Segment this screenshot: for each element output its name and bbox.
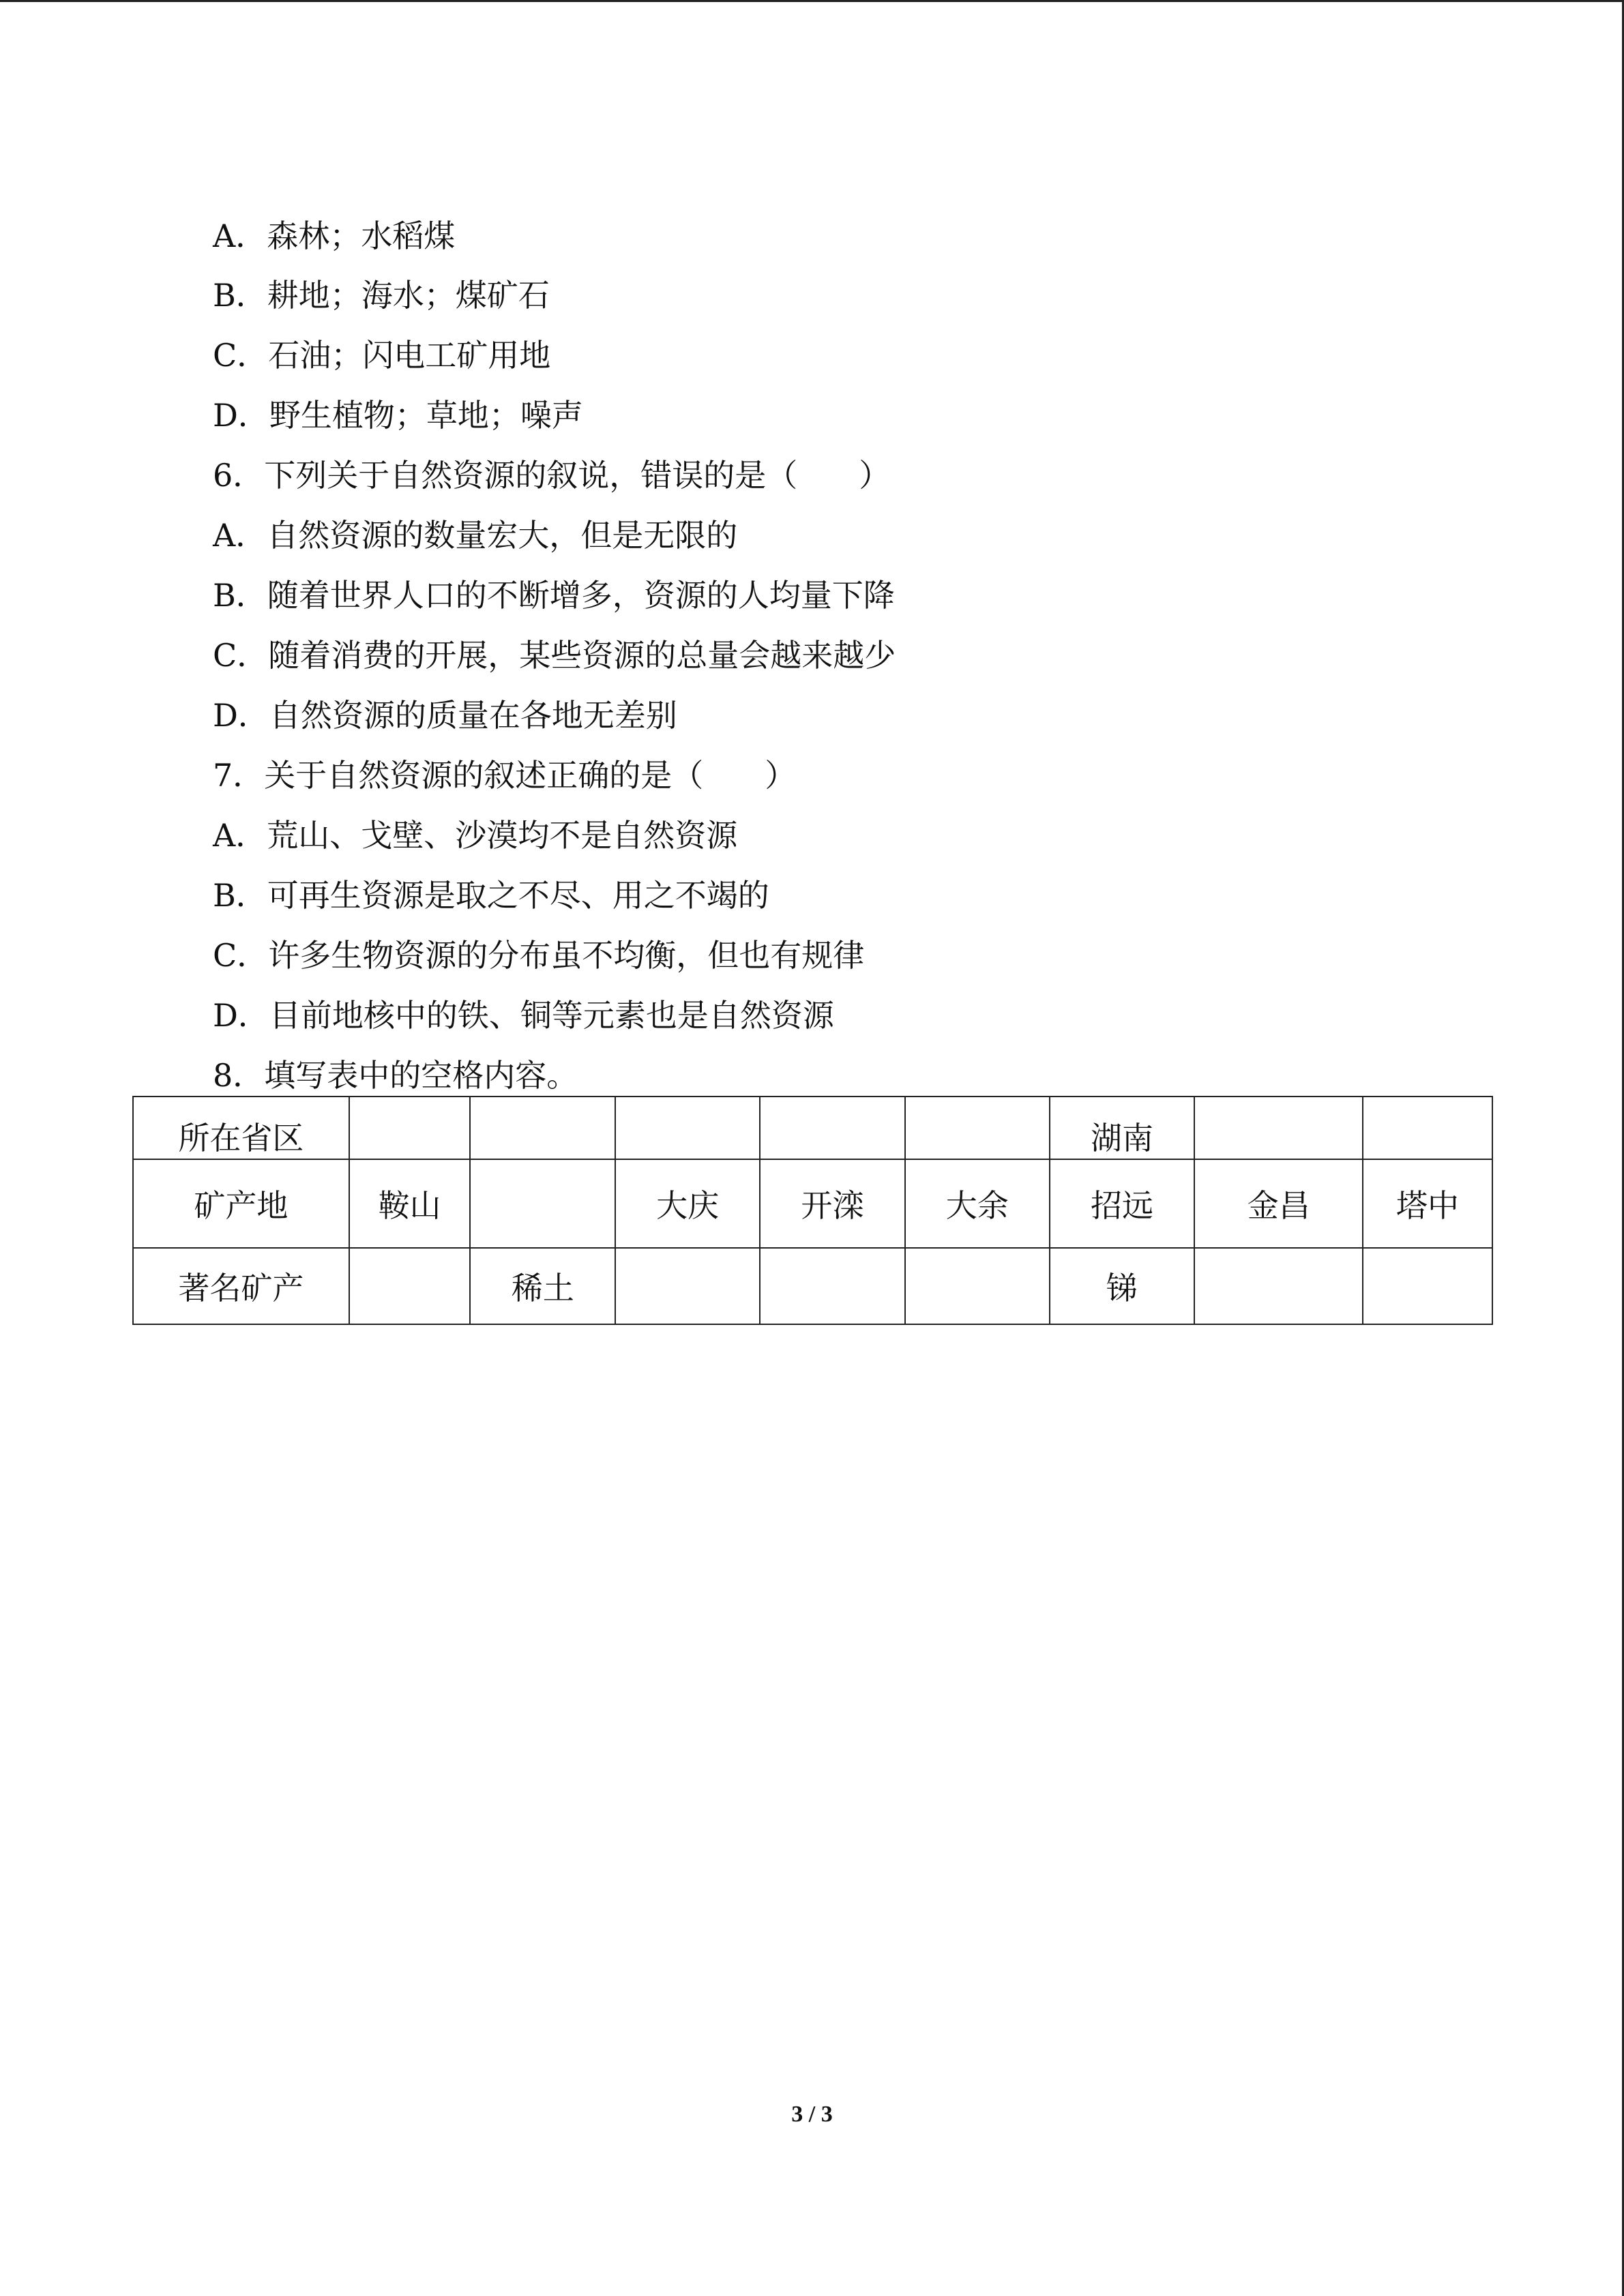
table-cell[interactable] xyxy=(470,1097,615,1159)
table-cell: 开滦 xyxy=(760,1159,905,1248)
table-cell: 矿产地 xyxy=(133,1159,349,1248)
table-cell[interactable] xyxy=(615,1097,760,1159)
table-cell[interactable] xyxy=(760,1097,905,1159)
question-6-close: ） xyxy=(859,457,891,494)
table-cell[interactable] xyxy=(470,1159,615,1248)
question-6-stem: 6．下列关于自然资源的叙说，错误的是（ xyxy=(213,457,798,494)
question-7-stem: 7．关于自然资源的叙述正确的是（ xyxy=(213,757,704,794)
question-6 xyxy=(213,455,890,496)
table-cell: 招远 xyxy=(1050,1159,1195,1248)
table-cell: 锑 xyxy=(1050,1248,1195,1324)
table-cell: 湖南 xyxy=(1050,1097,1195,1159)
page-number: 3 / 3 xyxy=(791,2102,833,2127)
table-cell: 所在省区 xyxy=(133,1097,349,1159)
option-7d: D．目前地核中的铁、铜等元素也是自然资源 xyxy=(213,997,834,1034)
table-cell: 稀土 xyxy=(470,1248,615,1324)
table-cell: 金昌 xyxy=(1194,1159,1363,1248)
table-cell: 塔中 xyxy=(1363,1159,1492,1248)
question-7 xyxy=(213,755,796,796)
table-cell[interactable] xyxy=(905,1248,1050,1324)
option-5d: D．野生植物；草地；噪声 xyxy=(213,397,583,434)
option-6c: C．随着消费的开展，某些资源的总量会越来越少 xyxy=(213,637,896,674)
question-7-close: ） xyxy=(765,757,797,794)
table-cell[interactable] xyxy=(1194,1248,1363,1324)
table-row-province xyxy=(133,1097,1492,1159)
table-cell[interactable] xyxy=(349,1097,471,1159)
table-cell[interactable] xyxy=(1363,1097,1492,1159)
option-6a: A．自然资源的数量宏大，但是无限的 xyxy=(213,517,738,554)
option-5c: C．石油；闪电工矿用地 xyxy=(213,337,551,374)
option-7c: C．许多生物资源的分布虽不均衡，但也有规律 xyxy=(213,937,865,974)
table-cell[interactable] xyxy=(1363,1248,1492,1324)
table-row-mineral xyxy=(133,1248,1492,1324)
table-cell[interactable] xyxy=(905,1097,1050,1159)
page-border-top xyxy=(0,0,1624,2)
option-7b: B．可再生资源是取之不尽、用之不竭的 xyxy=(213,877,769,914)
table-cell: 大余 xyxy=(905,1159,1050,1248)
table-cell[interactable] xyxy=(349,1248,471,1324)
table-cell[interactable] xyxy=(1194,1097,1363,1159)
table-row-mine-site xyxy=(133,1159,1492,1248)
table-cell[interactable] xyxy=(615,1248,760,1324)
option-5a: A．森林；水稻煤 xyxy=(213,218,456,254)
table-cell[interactable] xyxy=(760,1248,905,1324)
option-5b: B．耕地；海水；煤矿石 xyxy=(213,277,550,314)
table-cell: 大庆 xyxy=(615,1159,760,1248)
option-7a: A．荒山、戈壁、沙漠均不是自然资源 xyxy=(213,817,738,854)
option-6d: D．自然资源的质量在各地无差别 xyxy=(213,697,677,734)
mineral-table xyxy=(132,1096,1493,1325)
table-cell: 鞍山 xyxy=(349,1159,471,1248)
question-8: 8．填写表中的空格内容。 xyxy=(213,1057,578,1094)
option-6b: B．随着世界人口的不断增多，资源的人均量下降 xyxy=(213,577,895,614)
table-cell: 著名矿产 xyxy=(133,1248,349,1324)
